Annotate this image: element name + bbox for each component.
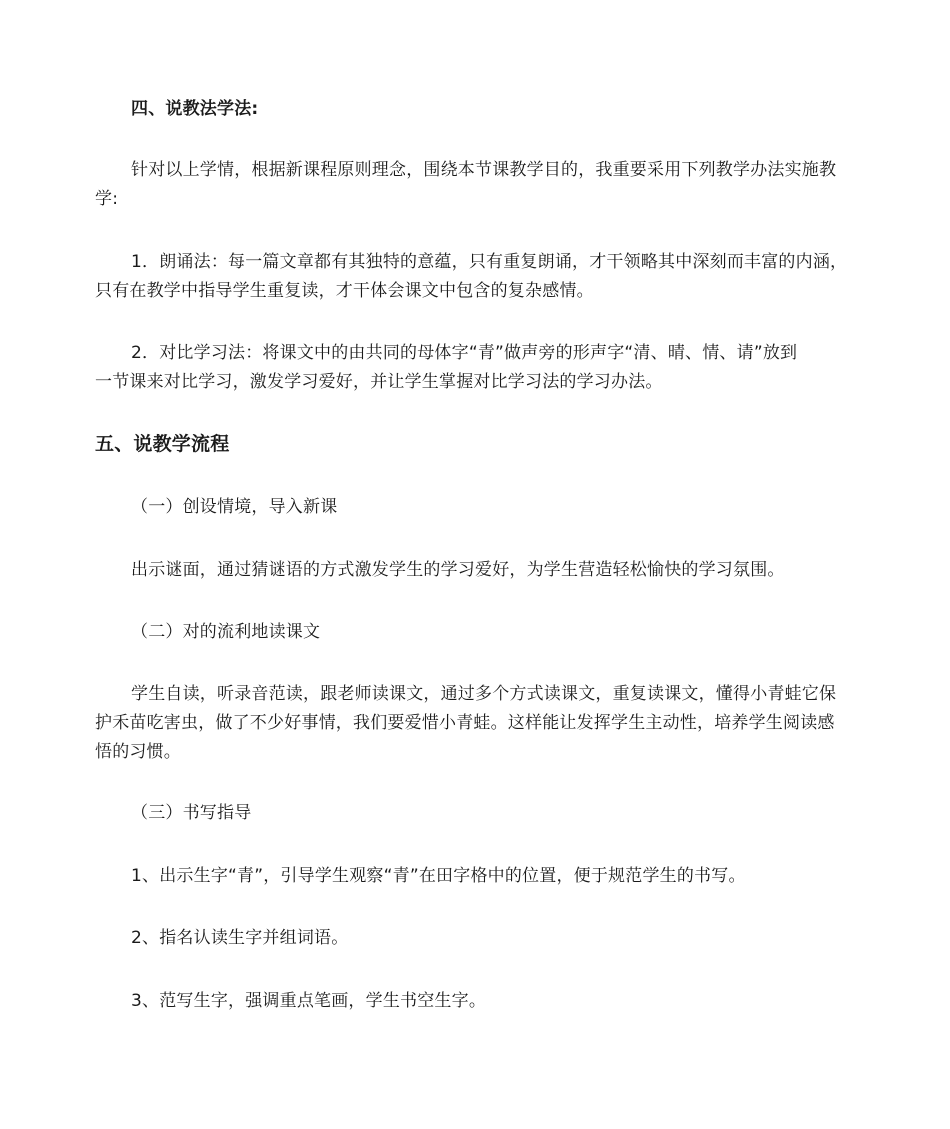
step-3-item-3: 3、范写生字，强调重点笔画，学生书空生字。 <box>131 991 487 1011</box>
section-4-intro-line-1: 针对以上学情，根据新课程原则理念，围绕本节课教学目的，我重要采用下列教学办法实施教 <box>131 160 837 180</box>
method-1-line-1: 1．朗诵法：每一篇文章都有其独特的意蕴，只有重复朗诵，才干领略其中深刻而丰富的内涵， <box>131 252 848 272</box>
step-3-item-1: 1、出示生字“青”，引导学生观察“青”在田字格中的位置，便于规范学生的书写。 <box>131 866 746 886</box>
step-2-body-line-1: 学生自读，听录音范读，跟老师读课文，通过多个方式读课文，重复读课文，懂得小青蛙它保 <box>131 684 837 704</box>
method-2-line-1: 2．对比学习法：将课文中的由共同的母体字“青”做声旁的形声字“清、晴、情、请”放到 <box>131 343 798 363</box>
step-2-body-line-3: 悟的习惯。 <box>95 742 181 762</box>
method-1-line-2: 只有在教学中指导学生重复读，才干体会课文中包含的复杂感情。 <box>95 281 594 301</box>
step-2-body-line-2: 护禾苗吃害虫，做了不少好事情，我们要爱惜小青蛙。这样能让发挥学生主动性，培养学生阅读感 <box>95 713 835 733</box>
method-2-line-2: 一节课来对比学习，激发学习爱好，并让学生掌握对比学习法的学习办法。 <box>95 372 663 392</box>
section-4-intro-line-2: 学: <box>95 189 119 209</box>
step-1-body: 出示谜面，通过猜谜语的方式激发学生的学习爱好，为学生营造轻松愉快的学习氛围。 <box>131 560 785 580</box>
section-4-heading: 四、说教法学法: <box>131 99 259 119</box>
step-3-title: （三）书写指导 <box>131 803 252 823</box>
section-5-heading: 五、说教学流程 <box>95 433 230 455</box>
step-2-title: （二）对的流利地读课文 <box>131 622 321 642</box>
step-3-item-2: 2、指名认读生字并组词语。 <box>131 928 349 948</box>
step-1-title: （一）创设情境，导入新课 <box>131 497 338 517</box>
